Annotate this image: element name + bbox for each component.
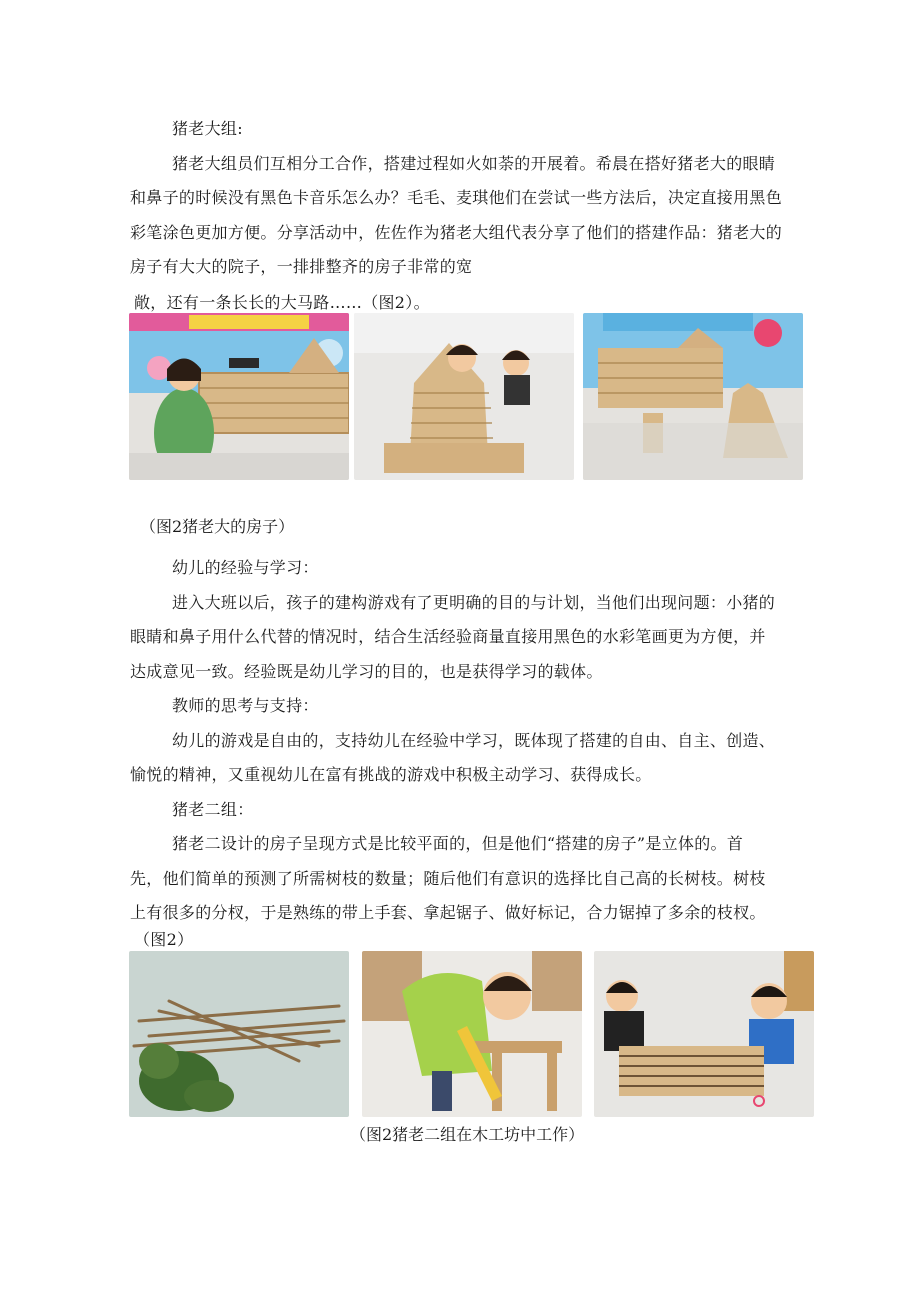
paragraph-line: 眼睛和鼻子用什么代替的情况时，结合生活经验商量直接用黑色的水彩笔画更为方便，并 — [130, 627, 766, 646]
section-heading-pig-eldest: 猪老大组: — [172, 119, 243, 138]
paragraph-line: 房子有大大的院子，一排排整齐的房子非常的宽 — [130, 257, 473, 276]
paragraph-line: 彩笔涂色更加方便。分享活动中，佐佐作为猪老大组代表分享了他们的搭建作品：猪老大的 — [130, 223, 783, 242]
photo-branches-pile — [129, 951, 349, 1117]
figure-caption: （图2猪老大的房子） — [140, 517, 295, 536]
photo-boy-sawing — [362, 951, 582, 1117]
paragraph-line: 先，他们简单的预测了所需树枝的数量；随后他们有意识的选择比自己高的长树枝。树枝 — [130, 869, 766, 888]
paragraph-line: 上有很多的分杈，于是熟练的带上手套、拿起锯子、做好标记，合力锯掉了多余的枝杈。 — [130, 903, 766, 922]
section-heading-teacher: 教师的思考与支持： — [172, 696, 319, 715]
photo-finished-houses — [583, 313, 803, 480]
paragraph-line: 和鼻子的时候没有黑色卡音乐怎么办？毛毛、麦琪他们在尝试一些方法后，决定直接用黑色 — [130, 188, 783, 207]
paragraph-line: 敞，还有一条长长的大马路……（图2）。 — [134, 293, 430, 312]
paragraph-line: 幼儿的游戏是自由的，支持幼儿在经验中学习，既体现了搭建的自由、自主、创造、 — [172, 731, 776, 750]
paragraph-line: 愉悦的精神，又重视幼儿在富有挑战的游戏中积极主动学习、获得成长。 — [130, 765, 652, 784]
figure-caption: （图2猪老二组在木工坊中工作） — [350, 1125, 585, 1144]
photo-children-weaving — [594, 951, 814, 1117]
photo-pig-house-blocks — [354, 313, 574, 480]
paragraph-line: 进入大班以后，孩子的建构游戏有了更明确的目的与计划，当他们出现问题：小猪的 — [172, 593, 776, 612]
paragraph-line: （图2） — [134, 930, 194, 949]
paragraph-line: 猪老大组员们互相分工合作，搭建过程如火如荼的开展着。希晨在搭好猪老大的眼睛 — [172, 154, 776, 173]
section-heading-experience: 幼儿的经验与学习： — [172, 558, 319, 577]
paragraph-line: 猪老二设计的房子呈现方式是比较平面的，但是他们“搭建的房子”是立体的。首 — [172, 834, 744, 853]
section-heading-pig-second: 猪老二组： — [172, 800, 254, 819]
photo-girl-building-blocks — [129, 313, 349, 480]
paragraph-line: 达成意见一致。经验既是幼儿学习的目的，也是获得学习的载体。 — [130, 662, 603, 681]
